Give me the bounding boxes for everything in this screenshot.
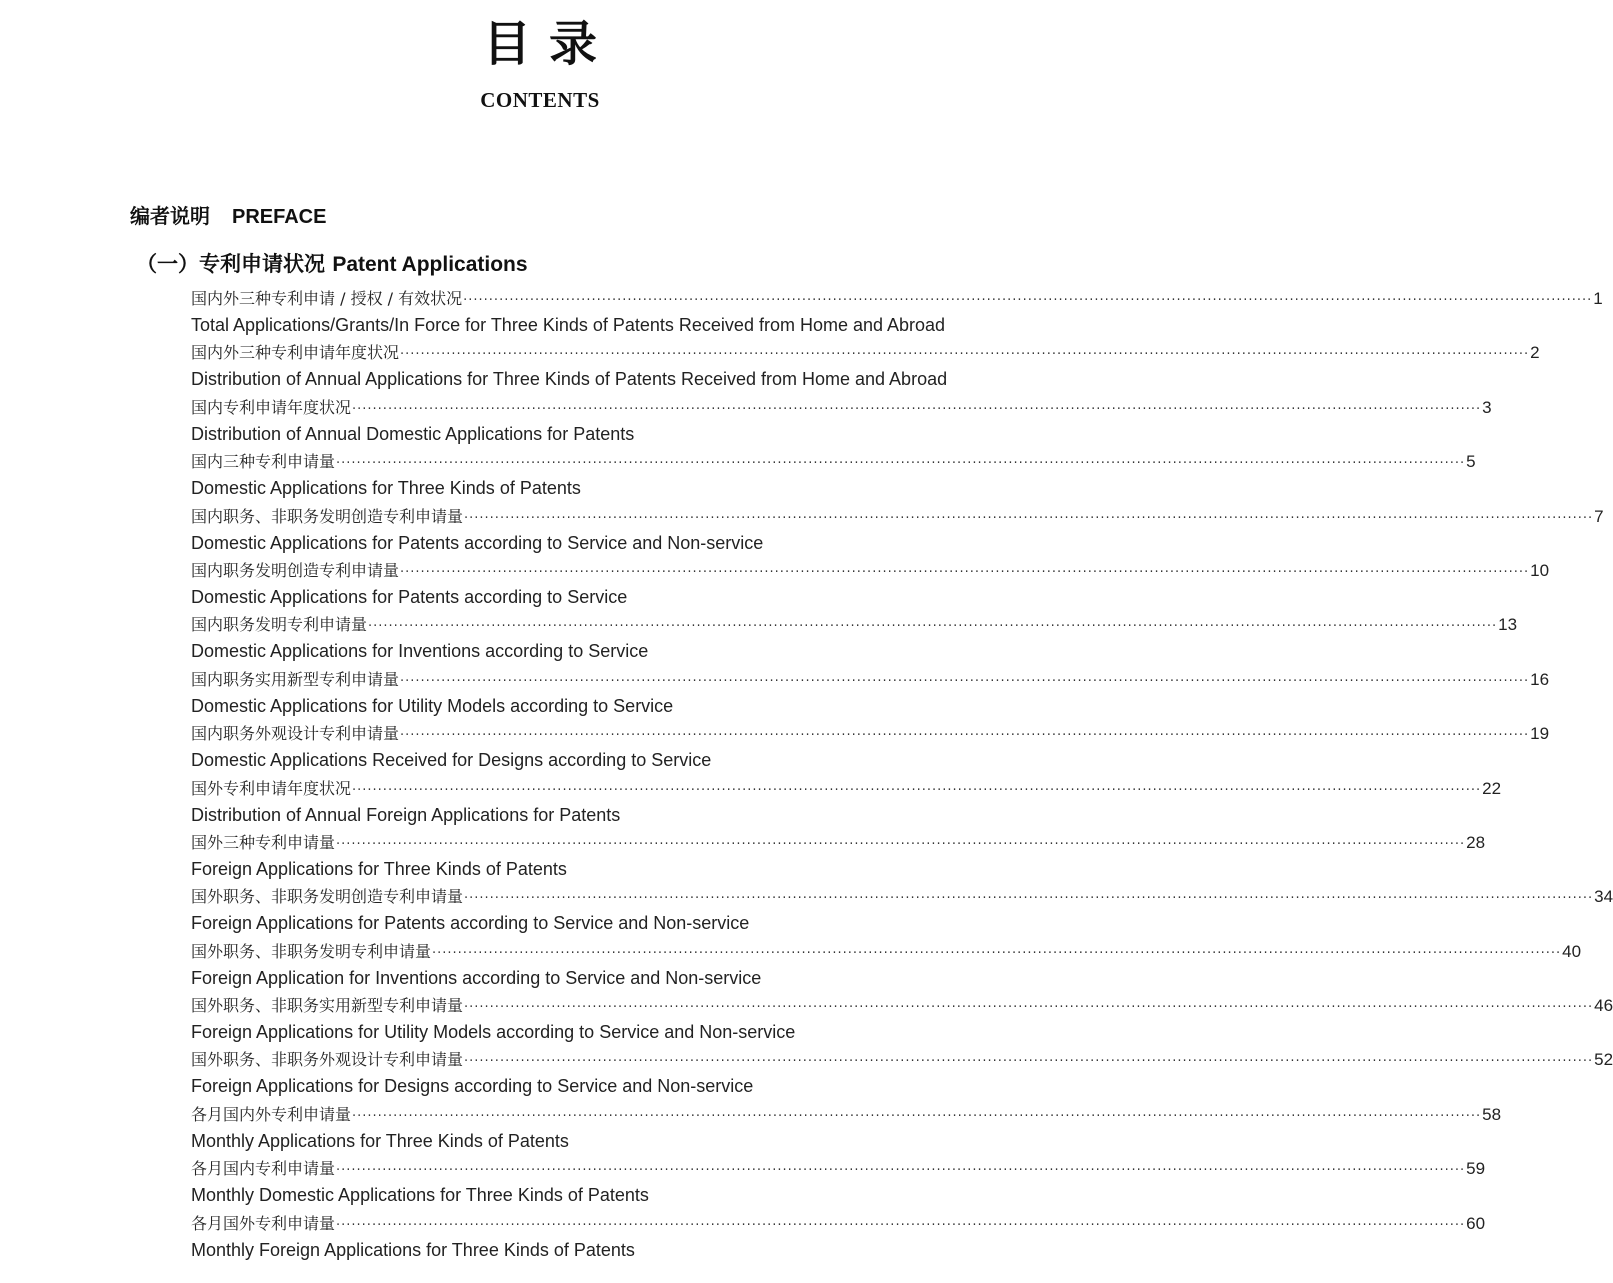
toc-entry-page-number: 16 bbox=[1530, 669, 1550, 689]
toc-entry-en-title: Distribution of Annual Domestic Applications for Patents bbox=[191, 423, 635, 444]
page-subtitle: CONTENTS bbox=[480, 88, 600, 112]
dot-leader: ···························································································································································································································· bbox=[352, 782, 1482, 798]
toc-entry-en-title: Total Applications/Grants/In Force for Three Kinds of Patents Received from Home and Abroad bbox=[191, 315, 946, 335]
toc-entry[interactable] bbox=[191, 1155, 1486, 1209]
toc-entry-cn-row bbox=[191, 339, 1540, 366]
toc-entry-cn-row bbox=[191, 1046, 1613, 1073]
toc-entry[interactable] bbox=[191, 1101, 1502, 1155]
toc-entry-page-number: 22 bbox=[1482, 778, 1502, 798]
toc-entry-page-number: 58 bbox=[1482, 1104, 1502, 1124]
toc-entry[interactable] bbox=[191, 503, 1604, 557]
toc-entry-page-number: 3 bbox=[1482, 397, 1492, 417]
dot-leader: ···························································································································································································································· bbox=[336, 456, 1466, 472]
toc-entry[interactable] bbox=[191, 1210, 1486, 1264]
toc-entry-en-title: Distribution of Annual Applications for Three Kinds of Patents Received from Home and Abroad bbox=[191, 369, 948, 390]
toc-entry-cn-title: 国外职务、非职务发明创造专利申请量 bbox=[191, 887, 464, 907]
toc-entry-cn-title: 国内职务外观设计专利申请量 bbox=[191, 724, 400, 744]
dot-leader: ···························································································································································································································· bbox=[400, 728, 1530, 744]
toc-entry-page-number: 2 bbox=[1530, 343, 1540, 363]
toc-entry-cn-title: 国内外三种专利申请年度状况 bbox=[191, 343, 400, 363]
dot-leader: ···························································································································································································································· bbox=[464, 891, 1594, 907]
toc-entry-page-number: 1 bbox=[1593, 289, 1603, 308]
toc-entry-en-title: Monthly Foreign Applications for Three Kinds of Patents bbox=[191, 1239, 635, 1260]
toc-entry-en-title: Domestic Applications Received for Designs according to Service bbox=[191, 750, 712, 771]
toc-entry[interactable] bbox=[191, 1046, 1613, 1100]
dot-leader: ···························································································································································································································· bbox=[400, 564, 1530, 580]
toc-entry-cn-row bbox=[191, 775, 1502, 802]
toc-entry[interactable] bbox=[191, 448, 1476, 502]
toc-entry-cn-title: 国内专利申请年度状况 bbox=[191, 397, 352, 417]
toc-entry-page-number: 59 bbox=[1466, 1159, 1486, 1179]
dot-leader: ···························································································································································································································· bbox=[464, 1000, 1594, 1016]
dot-leader: ···························································································································································································································· bbox=[368, 619, 1498, 635]
toc-entry-cn-title: 国内职务发明专利申请量 bbox=[191, 615, 368, 635]
section-heading-cn: （一）专利申请状况 bbox=[136, 252, 325, 276]
toc-entry-cn-row bbox=[191, 938, 1582, 965]
toc-entry-cn-row bbox=[191, 448, 1476, 475]
toc-entry-page-number: 19 bbox=[1530, 724, 1550, 744]
toc-entry-en-title: Domestic Applications for Three Kinds of Patents bbox=[191, 478, 581, 499]
preface-heading[interactable] bbox=[130, 200, 326, 229]
toc-entry-page-number: 13 bbox=[1498, 615, 1518, 635]
toc-entry-cn-title: 国外三种专利申请量 bbox=[191, 832, 336, 852]
toc-entry-en-title: Monthly Domestic Applications for Three Kinds of Patents bbox=[191, 1185, 649, 1206]
toc-entry[interactable] bbox=[191, 938, 1582, 992]
toc-entry-cn-row bbox=[191, 285, 1603, 312]
toc-entry-en-title: Foreign Application for Inventions according to Service and Non-service bbox=[191, 967, 762, 988]
toc-entry-page-number: 34 bbox=[1594, 887, 1613, 907]
toc-entry-cn-title: 国内三种专利申请量 bbox=[191, 452, 336, 472]
toc-entry-page-number: 5 bbox=[1466, 452, 1476, 472]
toc-entry[interactable] bbox=[191, 775, 1502, 829]
toc-entry-en-title: Domestic Applications for Inventions according to Service bbox=[191, 641, 649, 662]
toc-entry-cn-row bbox=[191, 394, 1492, 421]
toc-entry[interactable] bbox=[191, 720, 1550, 774]
toc-entry-en-title: Monthly Applications for Three Kinds of Patents bbox=[191, 1130, 569, 1151]
toc-entry-cn-row bbox=[191, 829, 1486, 856]
toc-entry-cn-title: 国外职务、非职务外观设计专利申请量 bbox=[191, 1050, 464, 1070]
toc-entry-page-number: 40 bbox=[1562, 941, 1582, 961]
toc-entry-en-title: Domestic Applications for Patents according to Service bbox=[191, 586, 628, 607]
dot-leader: ···························································································································································································································· bbox=[336, 1163, 1466, 1179]
toc-entry-cn-title: 国内外三种专利申请 / 授权 / 有效状况 bbox=[191, 289, 463, 308]
dot-leader: ···························································································································································································································· bbox=[336, 836, 1466, 852]
toc-entry-cn-title: 各月国内外专利申请量 bbox=[191, 1104, 352, 1124]
toc-entry-en-title: Foreign Applications for Patents according to Service and Non-service bbox=[191, 913, 750, 934]
toc-entry-en-title: Foreign Applications for Utility Models according to Service and Non-service bbox=[191, 1022, 796, 1043]
toc-entry-en-title: Domestic Applications for Utility Models according to Service bbox=[191, 695, 674, 716]
toc-entry-page-number: 7 bbox=[1594, 506, 1604, 526]
dot-leader: ···························································································································································································································· bbox=[464, 1054, 1594, 1070]
toc-entry-page-number: 60 bbox=[1466, 1213, 1486, 1233]
toc-list bbox=[191, 285, 1613, 1264]
dot-leader: ···························································································································································································································· bbox=[464, 510, 1594, 526]
toc-entry-cn-title: 国内职务实用新型专利申请量 bbox=[191, 669, 400, 689]
toc-entry-en-title: Foreign Applications for Three Kinds of Patents bbox=[191, 858, 567, 879]
toc-entry[interactable] bbox=[191, 883, 1613, 937]
dot-leader: ···························································································································································································································· bbox=[400, 673, 1530, 689]
toc-entry-cn-row bbox=[191, 503, 1604, 530]
toc-entry-cn-row bbox=[191, 720, 1550, 747]
toc-entry[interactable] bbox=[191, 557, 1550, 611]
dot-leader: ···························································································································································································································· bbox=[432, 945, 1562, 961]
toc-entry-cn-title: 各月国内专利申请量 bbox=[191, 1159, 336, 1179]
dot-leader: ···························································································································································································································· bbox=[463, 293, 1593, 308]
toc-entry[interactable] bbox=[191, 666, 1550, 720]
toc-entry-cn-title: 国外职务、非职务实用新型专利申请量 bbox=[191, 996, 464, 1016]
toc-entry-page-number: 52 bbox=[1594, 1050, 1613, 1070]
toc-entry-cn-title: 国内职务、非职务发明创造专利申请量 bbox=[191, 506, 464, 526]
toc-entry-cn-row bbox=[191, 1101, 1502, 1128]
dot-leader: ···························································································································································································································· bbox=[352, 1108, 1482, 1124]
toc-entry-cn-row bbox=[191, 557, 1550, 584]
toc-entry-cn-row bbox=[191, 1210, 1486, 1237]
dot-leader: ···························································································································································································································· bbox=[336, 1217, 1466, 1233]
toc-entry-page-number: 28 bbox=[1466, 832, 1486, 852]
toc-entry-cn-title: 各月国外专利申请量 bbox=[191, 1213, 336, 1233]
toc-entry-cn-row bbox=[191, 883, 1613, 910]
toc-entry-en-title: Domestic Applications for Patents according to Service and Non-service bbox=[191, 532, 764, 553]
dot-leader: ···························································································································································································································· bbox=[352, 401, 1482, 417]
preface-heading-cn: 编者说明 bbox=[130, 204, 210, 228]
toc-entry-en-title: Foreign Applications for Designs according to Service and Non-service bbox=[191, 1076, 754, 1097]
toc-entry-cn-row bbox=[191, 992, 1613, 1019]
toc-entry[interactable] bbox=[191, 394, 1492, 448]
toc-entry-cn-title: 国外职务、非职务发明专利申请量 bbox=[191, 941, 432, 961]
toc-entry[interactable] bbox=[191, 992, 1613, 1046]
toc-entry-cn-row bbox=[191, 1155, 1486, 1182]
dot-leader: ···························································································································································································································· bbox=[400, 347, 1530, 363]
toc-entry-page-number: 10 bbox=[1530, 560, 1550, 580]
toc-entry-en-title: Distribution of Annual Foreign Applications for Patents bbox=[191, 804, 621, 825]
toc-entry[interactable] bbox=[191, 829, 1486, 883]
page-title: 目录 bbox=[482, 16, 615, 72]
preface-heading-en: PREFACE bbox=[232, 206, 327, 228]
toc-entry[interactable] bbox=[191, 611, 1518, 665]
section-heading[interactable] bbox=[136, 248, 528, 278]
toc-entry-cn-title: 国外专利申请年度状况 bbox=[191, 778, 352, 798]
toc-entry-page-number: 46 bbox=[1594, 996, 1613, 1016]
section-heading-en: Patent Applications bbox=[332, 253, 528, 276]
toc-entry[interactable] bbox=[191, 339, 1540, 393]
toc-entry[interactable] bbox=[191, 285, 1603, 339]
toc-entry-cn-title: 国内职务发明创造专利申请量 bbox=[191, 560, 400, 580]
toc-entry-cn-row bbox=[191, 611, 1518, 638]
toc-entry-cn-row bbox=[191, 666, 1550, 693]
